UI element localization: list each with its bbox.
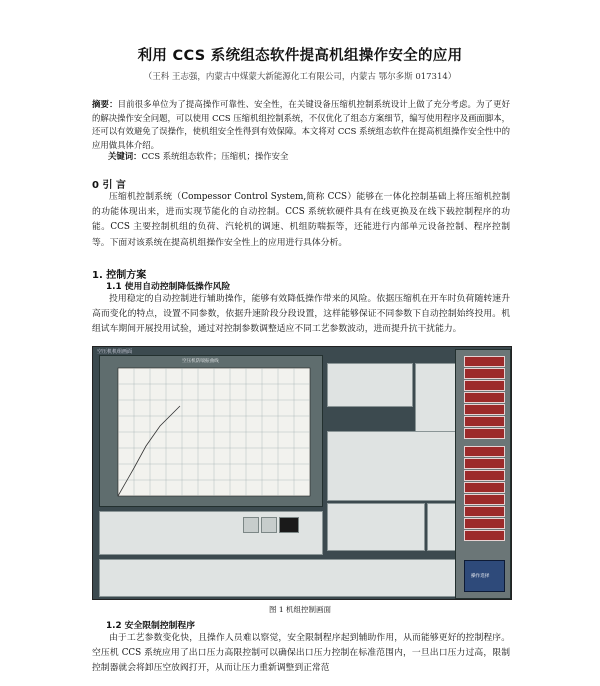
figure-window-title: 空压机机组画面 [97,349,133,355]
nav-button-2[interactable] [464,368,505,379]
nav-button-12[interactable] [464,494,505,505]
control-screen-figure [92,346,512,600]
status-bar-panel [99,559,505,597]
abstract [92,98,510,152]
keywords-label: 关键词： [108,151,142,161]
nav-button-14[interactable] [464,518,505,529]
figure-caption: 图 1 机组控制画面 [268,605,332,614]
lower-button[interactable] [261,517,277,533]
abstract-label: 摘要： [92,99,118,109]
nav-button-11[interactable] [464,482,505,493]
nav-button-7[interactable] [464,428,505,439]
nav-button-1[interactable] [464,356,505,367]
abstract-text: 目前很多单位为了提高操作可靠性、安全性，在关键设备压缩机控制系统设计上做了充分考虑。为了更好的解决操作安全问题，可以使用 CCS 压缩机组控制系统，不仅优化了组态方案细节，编写使用程序及画面脚本，还可以有效避免了误操作，使机组安全性得到有效保障。本文将对 CCS 系统组态软件在提高机组操作安全性中的应用做具体介绍。 [92,99,511,150]
nav-button-8[interactable] [464,446,505,457]
raise-button[interactable] [243,517,259,533]
section-1-1-heading: 1.1 使用自动控制降低操作风险 [106,282,231,292]
alarm-panel [327,503,425,551]
nav-button-6[interactable] [464,416,505,427]
surge-chart-panel [99,355,323,507]
section-1-2-heading: 1.2 安全限制控制程序 [106,621,196,631]
keywords-text: CCS 系统组态软件；压缩机；操作安全 [141,151,289,161]
info-panel-left [327,363,413,407]
surge-chart [100,356,322,506]
section-1-2-paragraph: 由于工艺参数变化快，且操作人员难以察觉，安全限制程序起到辅助作用，从而能够更好的控制程序。空压机 CCS 系统应用了出口压力高限控制可以确保出口压力控制在标准范围内，一旦出口压力过高，限制控制器就会将卸压空放阀打开，从而让压力重新调整到正常范 [92,633,510,674]
nav-button-15[interactable] [464,530,505,541]
ops-select-box[interactable] [464,560,505,592]
ops-select-label: 操作选择 [471,574,490,579]
intro-paragraph: 压缩机控制系统（Compessor Control System,简称 CCS）能够在一体化控制基础上将压缩机控制的功能体现出来，进而实现节能化的自动控制。CCS 系统软硬件具有在线更换及在线下载控制程序的功能。CCS 主要控制机组的负荷、汽轮机的调速、机组防喘振等，还能进行内部单元设备控制、程序控制等。下面对该系统在提高机组操作安全性上的应用进行具体分析。 [92,192,510,248]
nav-button-9[interactable] [464,458,505,469]
section-1-1-paragraph: 投用稳定的自动控制进行辅助操作，能够有效降低操作带来的风险。依据压缩机在开车时负荷随转速升高而变化的特点，设置不同参数，依据升速阶段分段设置，这样能够保证不同参数下自动控制始终投用。机组试车期间开展投用试验，通过对控制参数调整适应不同工艺参数波动，进而提升抗干扰能力。 [92,294,510,335]
nav-button-3[interactable] [464,380,505,391]
surge-chart-title: 空压机防喘振曲线 [182,359,219,364]
nav-button-column [455,349,511,599]
author-line: （王科 王志强，内蒙古中煤蒙大新能源化工有限公司，内蒙古 鄂尔多斯 017314） [143,72,457,82]
section-1-heading: 1. 控制方案 [92,270,147,281]
nav-button-13[interactable] [464,506,505,517]
nav-button-4[interactable] [464,392,505,403]
paper-title: 利用 CCS 系统组态软件提高机组操作安全的应用 [137,48,463,64]
nav-button-10[interactable] [464,470,505,481]
keywords [108,150,508,162]
intro-heading: 0 引 言 [92,180,126,191]
stop-button[interactable] [279,517,299,533]
nav-button-5[interactable] [464,404,505,415]
